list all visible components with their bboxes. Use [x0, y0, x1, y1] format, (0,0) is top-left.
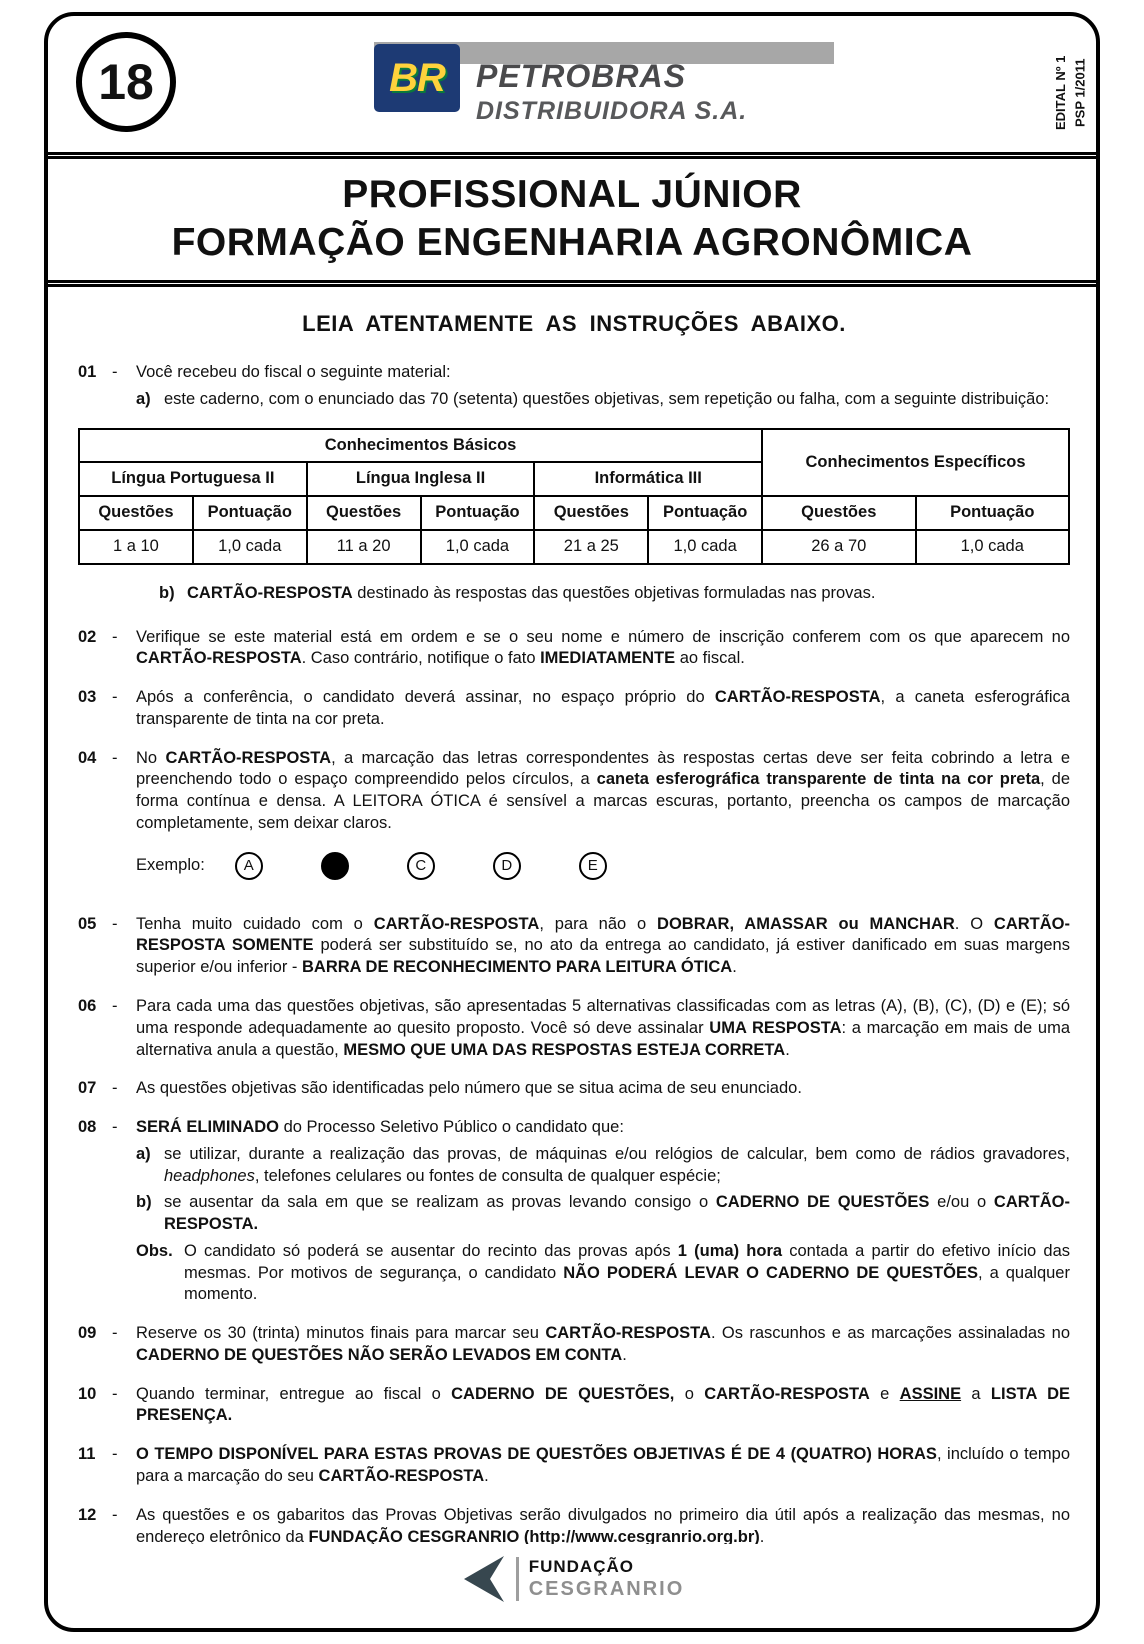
bubble-letter: E: [587, 856, 598, 874]
item-dash: -: [112, 1079, 118, 1098]
edital-line1: EDITAL Nº 1: [1053, 55, 1068, 131]
br-logo-icon: [374, 44, 460, 112]
left-arrow-icon: [460, 1554, 506, 1604]
item-dash: -: [112, 1324, 118, 1343]
table-header-specific: Conhecimentos Específicos: [762, 429, 1069, 497]
page-title-line2: FORMAÇÃO ENGENHARIA AGRONÔMICA: [171, 220, 973, 264]
item-dash: -: [112, 1445, 118, 1464]
foundation-label: FUNDAÇÃO: [528, 1557, 634, 1576]
answer-bubble-e: [579, 852, 607, 880]
item-dash: -: [112, 1384, 118, 1403]
subitem-text: O candidato só poderá se ausentar do recinto das provas após 1 (uma) hora contada a partir do efetivo início das mesmas. Por motivos de segurança, o candidato NÃO PODERÁ LEVAR O CADERNO DE QUESTÕES, a qualquer momento.: [184, 1241, 1070, 1304]
bubble-letter: C: [415, 856, 427, 874]
item-number: 09: [78, 1324, 97, 1343]
item-number: 06: [78, 996, 97, 1015]
item-text: Após a conferência, o candidato deverá assinar, no espaço próprio do CARTÃO-RESPOSTA, a caneta esferográfica transparente de tinta na cor preta.: [136, 688, 1070, 728]
answer-bubble-a: [235, 852, 263, 880]
edital-line2: PSP 1/2011: [1072, 58, 1088, 128]
example-label: Exemplo:: [136, 855, 205, 874]
item-dash: -: [112, 627, 118, 646]
brand-name: PETROBRAS: [476, 58, 686, 94]
table-cell: 1,0 cada: [648, 530, 762, 564]
item-text: SERÁ ELIMINADO do Processo Seletivo Público o candidato que:: [136, 1118, 624, 1137]
item-text: Verifique se este material está em ordem e se o seu nome e número de inscrição conferem com os que aparecem no CARTÃO-RESPOSTA. Caso contrário, notifique o fato IMEDIATAMENTE ao fiscal.: [136, 627, 1070, 668]
table-col-header: Questões: [762, 496, 915, 530]
item-number: 05: [78, 914, 97, 933]
subitem-letter: b): [136, 1193, 152, 1212]
table-col-header: Questões: [534, 496, 648, 530]
br-logo-text: BR: [389, 55, 445, 100]
item-dash: -: [112, 1118, 118, 1137]
subitem-letter: Obs.: [136, 1241, 173, 1260]
table-col-header: Questões: [79, 496, 193, 530]
instructions-section: [48, 287, 1096, 1544]
instruction-item-12: [78, 1505, 1070, 1544]
instruction-item-05: [78, 914, 1070, 979]
instruction-item-10: [78, 1384, 1070, 1428]
answer-bubble-d: [493, 852, 521, 880]
subitem-text: CARTÃO-RESPOSTA destinado às respostas das questões objetivas formuladas nas provas.: [187, 583, 876, 602]
item-text: Quando terminar, entregue ao fiscal o CADERNO DE QUESTÕES, o CARTÃO-RESPOSTA e ASSINE a LISTA DE PRESENÇA.: [136, 1384, 1070, 1425]
instruction-item-11: [78, 1444, 1070, 1488]
booklet-number: 18: [98, 54, 154, 110]
page-title-line1: PROFISSIONAL JÚNIOR: [342, 173, 802, 216]
table-cell: 21 a 25: [534, 530, 648, 564]
brand-text: [476, 58, 747, 126]
subitem-08a: [136, 1144, 1070, 1188]
table-group-english: Língua Inglesa II: [307, 462, 535, 496]
answer-example-row: [136, 852, 1070, 880]
instructions-heading: LEIA ATENTAMENTE AS INSTRUÇÕES ABAIXO.: [302, 311, 846, 337]
item-number: 11: [78, 1445, 96, 1464]
item-number: 03: [78, 688, 97, 707]
item-number: 04: [78, 748, 97, 767]
item-text: Reserve os 30 (trinta) minutos finais para marcar seu CARTÃO-RESPOSTA. Os rascunhos e as marcações assinaladas no CADERNO DE QUESTÕES NÃO SERÃO LEVADOS EM CONTA.: [136, 1324, 1071, 1364]
distribution-table: [78, 428, 1070, 565]
table-group-informatics: Informática III: [534, 462, 762, 496]
item-number: 12: [78, 1505, 97, 1524]
cesgranrio-logo: [48, 1544, 1096, 1628]
table-col-header: Questões: [307, 496, 421, 530]
bubble-letter: A: [243, 856, 254, 874]
page-header: [48, 16, 1096, 152]
item-text: As questões e os gabaritos das Provas Objetivas serão divulgados no primeiro dia útil após a realização das mesmas, no endereço eletrônico da FUNDAÇÃO CESGRANRIO (http://www.cesgranrio.org.br).: [136, 1505, 1070, 1544]
item-text: Você recebeu do fiscal o seguinte material:: [136, 363, 451, 382]
table-cell: 1 a 10: [79, 530, 193, 564]
subitem-letter: a): [136, 1144, 151, 1163]
subitem-text: este caderno, com o enunciado das 70 (setenta) questões objetivas, sem repetição ou falha, com a seguinte distribuição:: [164, 389, 1050, 408]
booklet-number-badge: [76, 32, 176, 132]
instruction-item-06: [78, 996, 1070, 1061]
item-body: [136, 362, 1070, 411]
table-cell: 11 a 20: [307, 530, 421, 564]
cesgranrio-text: [516, 1557, 685, 1601]
instruction-item-08: [78, 1117, 1070, 1306]
divider-title-bottom: [48, 280, 1096, 287]
item-number: 08: [78, 1118, 97, 1137]
table-col-header: Pontuação: [421, 496, 535, 530]
item-dash: -: [112, 688, 118, 707]
subitem-letter: b): [159, 583, 175, 602]
table-header-basic: Conhecimentos Básicos: [79, 429, 762, 463]
instruction-item-09: [78, 1323, 1070, 1367]
table-col-header: Pontuação: [193, 496, 307, 530]
item-number: 10: [78, 1384, 97, 1403]
item-dash: -: [112, 363, 118, 382]
item-text: O TEMPO DISPONÍVEL PARA ESTAS PROVAS DE QUESTÕES OBJETIVAS É DE 4 (QUATRO) HORAS, incluído o tempo para a marcação do seu CARTÃO-RESPOSTA.: [136, 1445, 1070, 1485]
edital-label: [1051, 28, 1090, 158]
item-dash: -: [112, 748, 118, 767]
petrobras-logo: [374, 42, 834, 128]
brand-subname: DISTRIBUIDORA S.A.: [476, 97, 748, 125]
cesgranrio-label: CESGRANRIO: [528, 1578, 685, 1600]
subitem-text: se utilizar, durante a realização das provas, de máquinas e/ou relógios de calcular, bem como de rádios gravadores, headphones, telefones celulares ou fontes de consulta de qualquer espécie;: [164, 1144, 1070, 1185]
table-group-portuguese: Língua Portuguesa II: [79, 462, 307, 496]
instruction-item-07: [78, 1078, 1070, 1100]
subitem-08-obs: [136, 1241, 1070, 1306]
subitem-letter: a): [136, 389, 151, 408]
table-col-header: Pontuação: [916, 496, 1070, 530]
answer-bubble-c: [407, 852, 435, 880]
divider-top: [48, 152, 1096, 159]
subitem-text: se ausentar da sala em que se realizam as provas levando consigo o CADERNO DE QUESTÕES e/ou o CARTÃO-RESPOSTA.: [164, 1193, 1070, 1234]
item-dash: -: [112, 996, 118, 1015]
subitem-01b: [159, 583, 1070, 605]
item-text: Tenha muito cuidado com o CARTÃO-RESPOSTA, para não o DOBRAR, AMASSAR ou MANCHAR. O CARTÃO-RESPOSTA SOMENTE poderá ser substituído se, no ato da entrega ao candidato, já estiver danificado em suas margens superior e/ou inferior - BARRA DE RECONHECIMENTO PARA LEITURA ÓTICA.: [136, 914, 1070, 977]
item-dash: -: [112, 914, 118, 933]
table-cell: 1,0 cada: [916, 530, 1070, 564]
subitem-01a: [136, 389, 1070, 411]
item-dash: -: [112, 1505, 118, 1524]
item-text: Para cada uma das questões objetivas, são apresentadas 5 alternativas classificadas com as letras (A), (B), (C), (D) e (E); só uma responde adequadamente ao quesito proposto. Você só deve assinalar UMA RESPOSTA: a marcação em mais de uma alternativa anula a questão, MESMO QUE UMA DAS RESPOSTAS ESTEJA CORRETA.: [136, 996, 1071, 1059]
page-border: [44, 12, 1100, 1632]
instruction-item-03: [78, 687, 1070, 731]
item-number: 01: [78, 363, 97, 382]
title-block: [48, 159, 1096, 280]
table-cell: 1,0 cada: [421, 530, 535, 564]
table-cell: 1,0 cada: [193, 530, 307, 564]
instruction-item-04: [78, 748, 1070, 835]
answer-bubble-b-filled: [321, 852, 349, 880]
instruction-item-02: [78, 627, 1070, 671]
bubble-letter: D: [501, 856, 513, 874]
table-col-header: Pontuação: [648, 496, 762, 530]
subitem-08b: [136, 1192, 1070, 1236]
instruction-item-01: [78, 362, 1070, 411]
item-text: No CARTÃO-RESPOSTA, a marcação das letras correspondentes às respostas certas deve ser feita cobrindo a letra e preenchendo todo o espaço compreendido pelos círculos, a caneta esferográfica transparente de tinta na cor preta, de forma contínua e densa. A LEITORA ÓTICA é sensível a marcas escuras, portanto, preencha os campos de marcação completamente, sem deixar claros.: [136, 748, 1070, 832]
item-text: As questões objetivas são identificadas pelo número que se situa acima de seu enunciado.: [136, 1079, 802, 1098]
item-number: 07: [78, 1079, 97, 1098]
table-cell: 26 a 70: [762, 530, 915, 564]
item-number: 02: [78, 627, 97, 646]
